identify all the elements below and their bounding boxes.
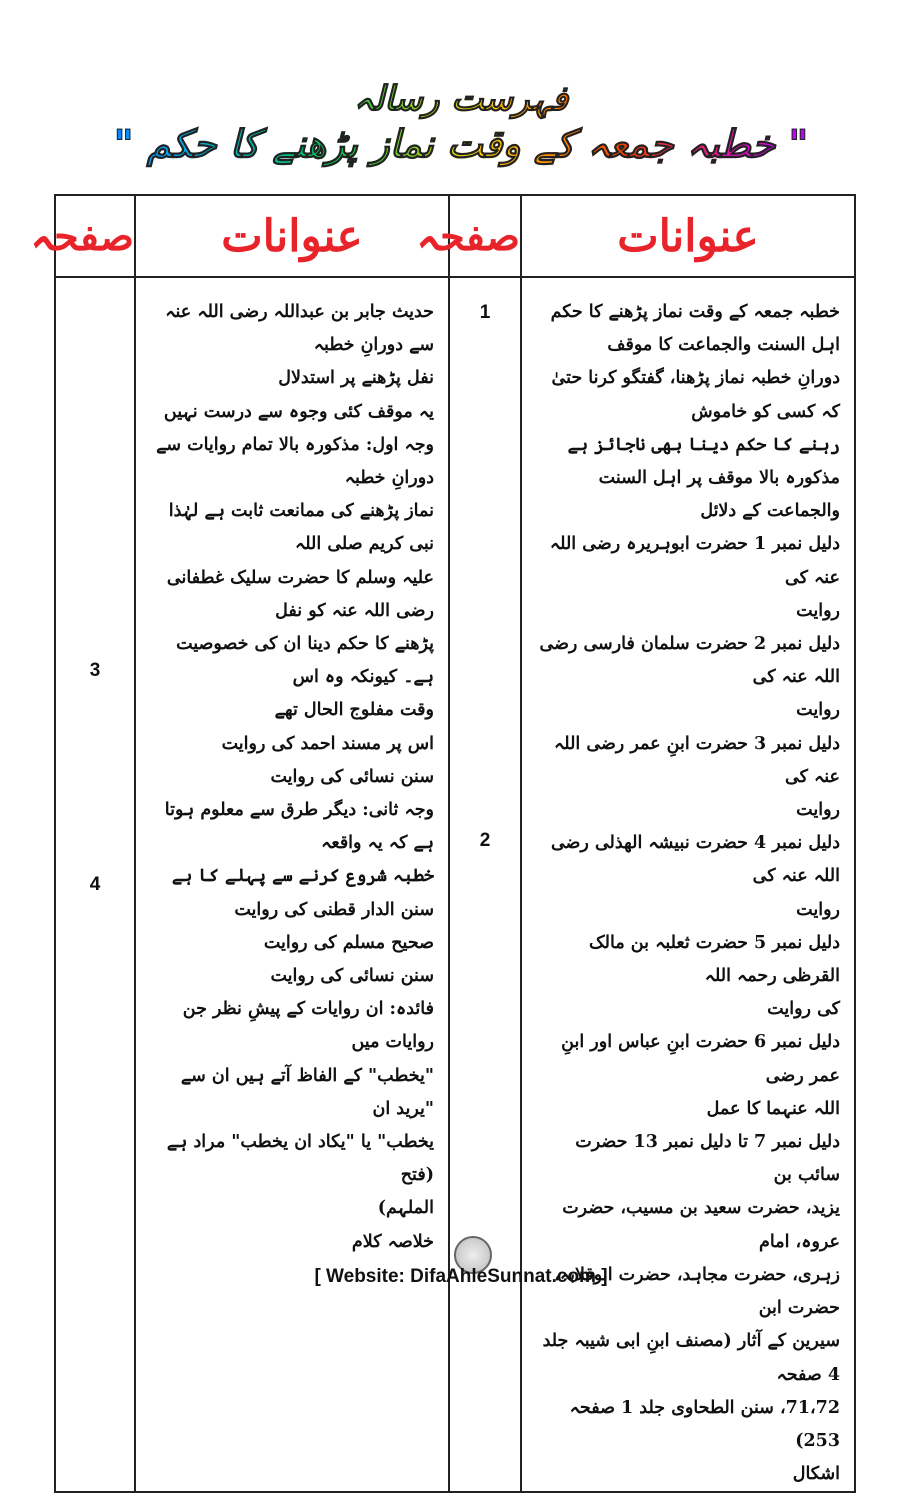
toc-entry: خطبہ جمعہ کے وقت نماز پڑھنے کا حکم xyxy=(550,302,840,322)
toc-entry: سنن نسائی کی روایت xyxy=(270,766,434,787)
titles-column-right xyxy=(521,277,855,1492)
toc-entry: روایت xyxy=(796,700,840,721)
heading-titles-right: عنوانات xyxy=(521,195,855,277)
toc-entry: کی روایت xyxy=(767,999,840,1020)
toc-entry: علیہ وسلم کا حضرت سلیک غطفانی رضی اللہ عنہ کو نفل xyxy=(166,567,434,621)
website-footer: [ Website: DifaAhleSunnat.com ] xyxy=(314,1266,608,1287)
toc-entry: دلیل نمبر 7 تا دلیل نمبر 13 حضرت سائب بن xyxy=(575,1132,840,1186)
toc-entry: دلیل نمبر 2 حضرت سلمان فارسی رضی اللہ عنہ کی xyxy=(539,634,840,688)
toc-entry: روایت xyxy=(796,899,840,920)
heading-titles-left: عنوانات xyxy=(135,195,449,277)
toc-entry: وجہ ثانی: دیگر طرق سے معلوم ہوتا ہے کہ یہ واقعہ xyxy=(164,800,434,854)
toc-entry: زہری، حضرت مجاہد، حضرت ابوقلابہ، حضرت ابن xyxy=(554,1264,840,1319)
toc-entry: یہ موقف کئی وجوہ سے درست نہیں xyxy=(163,401,434,422)
toc-entry: دلیل نمبر 4 حضرت نبیشہ الھذلی رضی اللہ عنہ کی xyxy=(550,833,840,887)
toc-entry: صحیح مسلم کی روایت xyxy=(263,932,434,953)
contents-table xyxy=(30,194,856,1493)
toc-entry: اہل السنت والجماعت کا موقف xyxy=(607,335,840,356)
toc-entry: مذکورہ بالا موقف پر اہل السنت والجماعت کے دلائل xyxy=(598,468,840,522)
toc-entry: اشکال xyxy=(792,1464,840,1485)
toc-entry: نفل پڑھنے پر استدلال xyxy=(278,368,434,389)
toc-entry: رہنے کا حکم دینا بھی ناجائز ہے xyxy=(567,434,840,455)
page-number: 2 xyxy=(479,830,491,851)
heading-page-right: صفحہ xyxy=(449,195,521,277)
left-titles-list xyxy=(136,278,448,1259)
toc-entry: فائدہ: ان روایات کے پیشِ نظر جن روایات میں xyxy=(182,999,434,1053)
toc-entry: الملہم) xyxy=(377,1198,434,1219)
toc-entry: پڑھنے کا حکم دینا ان کی خصوصیت ہے۔ کیونکہ وہ اس xyxy=(176,634,434,688)
toc-entry: دلیل نمبر 5 حضرت ثعلبہ بن مالک القرظی رحمہ اللہ xyxy=(589,932,840,987)
toc-entry: اس پر مسند احمد کی روایت xyxy=(221,733,434,754)
page-number: 4 xyxy=(89,874,101,895)
pages-column-right xyxy=(449,277,521,1492)
toc-entry: دلیل نمبر 1 حضرت ابوہریرہ رضی اللہ عنہ کی xyxy=(549,534,840,588)
toc-entry: روایت xyxy=(796,800,840,821)
toc-entry: سنن الدار قطنی کی روایت xyxy=(234,899,434,920)
toc-entry: سیرین کے آثار (مصنف ابنِ ابی شیبہ جلد 4 صفحہ xyxy=(542,1331,840,1385)
table-header-row xyxy=(55,195,855,277)
toc-entry: 71،72، سنن الطحاوی جلد 1 صفحہ 253) xyxy=(569,1397,840,1451)
table-body-row xyxy=(55,277,855,1492)
toc-entry: دلیل نمبر 6 حضرت ابنِ عباس اور ابنِ عمر رضی xyxy=(561,1032,840,1086)
toc-entry: وجہ اول: مذکورہ بالا تمام روایات سے دورانِ خطبہ xyxy=(156,434,434,489)
toc-entry: دورانِ خطبہ نماز پڑھنا، گفتگو کرنا حتیٰ کہ کسی کو خاموش xyxy=(551,368,840,422)
toc-entry: روایت xyxy=(796,600,840,621)
page-title: فہرست رسالہ xyxy=(0,78,922,119)
titles-column-left xyxy=(135,277,449,1492)
toc-entry: وقت مفلوج الحال تھے xyxy=(274,700,434,721)
toc-entry: دلیل نمبر 3 حضرت ابنِ عمر رضی اللہ عنہ کی xyxy=(554,733,840,787)
toc-entry: اللہ عنہما کا عمل xyxy=(706,1098,840,1119)
right-titles-list xyxy=(522,278,854,1491)
pages-column-left xyxy=(55,277,135,1492)
heading-page-left: صفحہ xyxy=(55,195,135,277)
toc-entry: حدیث جابر بن عبداللہ رضی اللہ عنہ سے دورانِ خطبہ xyxy=(165,302,434,356)
page-number: 1 xyxy=(479,302,491,323)
toc-entry: خلاصہ کلام xyxy=(351,1231,434,1252)
toc-entry: یزید، حضرت سعید بن مسیب، حضرت عروہ، امام xyxy=(562,1198,840,1252)
toc-entry: "یخطب" کے الفاظ آتے ہیں ان سے "یرید ان xyxy=(180,1065,434,1119)
page-number: 3 xyxy=(89,660,101,681)
toc-entry: سنن نسائی کی روایت xyxy=(270,966,434,987)
toc-entry: نماز پڑھنے کی ممانعت ثابت ہے لہٰذا نبی کریم صلی اللہ xyxy=(168,501,434,555)
page-subtitle: " خطبہ جمعہ کے وقت نماز پڑھنے کا حکم " xyxy=(0,122,922,166)
toc-entry: یخطب" یا "یکاد ان یخطب" مراد ہے (فتح xyxy=(166,1132,434,1186)
toc-entry: خطبہ شروع کرنے سے پہلے کا ہے xyxy=(171,866,434,887)
